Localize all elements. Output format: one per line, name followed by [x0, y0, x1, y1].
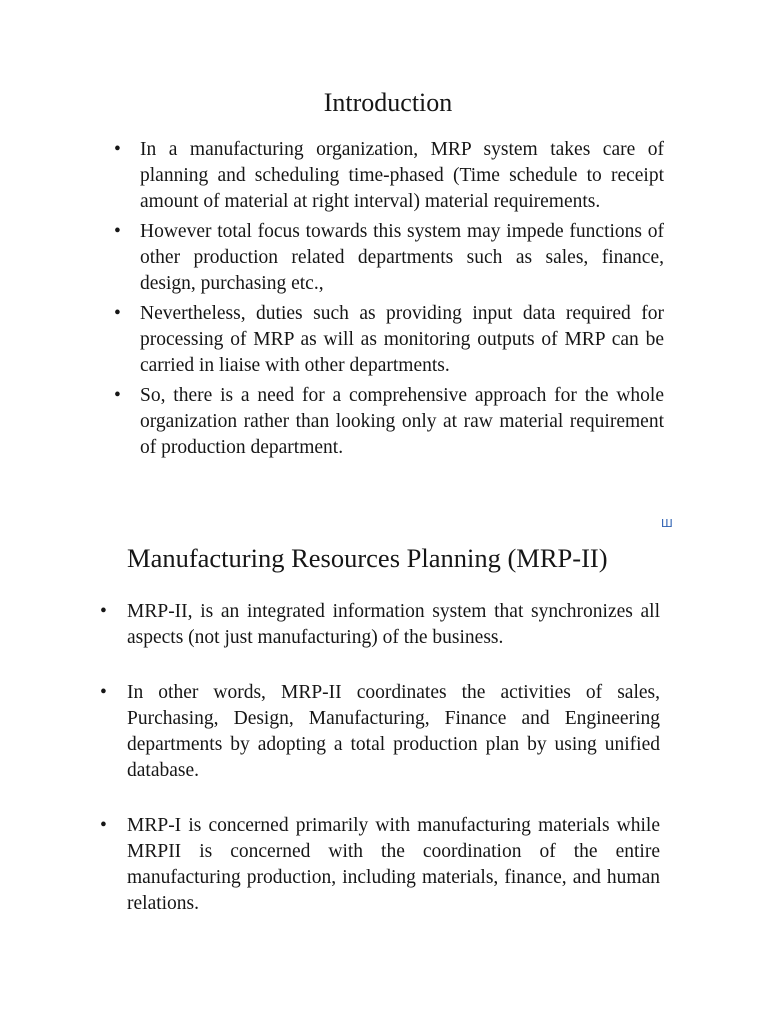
list-item-text: Nevertheless, duties such as providing input data required for processing of MRP as will as monitoring outputs of MRP can be carried in liaise with other departments.	[140, 303, 664, 376]
list-item-text: In a manufacturing organization, MRP system takes care of planning and scheduling time-phased (Time schedule to receipt amount of material at right interval) material requirements.	[140, 139, 664, 212]
list-item	[100, 813, 660, 917]
list-item	[100, 599, 660, 651]
bullet-icon: •	[100, 815, 107, 836]
list-item-text: MRP-I is concerned primarily with manufacturing materials while MRPII is concerned with the coordination of the entire manufacturing production, including materials, finance, and human relations.	[127, 815, 660, 914]
bullet-icon: •	[100, 682, 107, 703]
list-item-text: However total focus towards this system may impede functions of other production related departments such as sales, finance, design, purchasing etc.,	[140, 221, 664, 294]
bullet-icon: •	[114, 221, 121, 242]
bullet-icon: •	[100, 601, 107, 622]
list-item	[112, 383, 664, 461]
introduction-section	[112, 86, 664, 465]
introduction-bullet-list	[112, 137, 664, 461]
list-item-text: MRP-II, is an integrated information system that synchronizes all aspects (not just manufacturing) of the business.	[127, 601, 660, 648]
list-item-text: In other words, MRP-II coordinates the activities of sales, Purchasing, Design, Manufacturing, Finance and Engineering departments by adopting a total production plan by using unified database.	[127, 682, 660, 781]
list-item-text: So, there is a need for a comprehensive approach for the whole organization rather than looking only at raw material requirement of production department.	[140, 385, 664, 458]
bullet-icon: •	[114, 385, 121, 406]
mrp-ii-bullet-list	[100, 599, 660, 917]
bullet-icon: •	[114, 139, 121, 160]
list-item	[112, 219, 664, 297]
list-item	[112, 137, 664, 215]
mrp-ii-title: Manufacturing Resources Planning (MRP-II)	[127, 543, 608, 573]
list-item	[112, 301, 664, 379]
mrp-ii-section	[100, 540, 660, 946]
introduction-title: Introduction	[323, 88, 453, 117]
list-item	[100, 680, 660, 784]
bullet-icon: •	[114, 303, 121, 324]
page-marker: Ш	[661, 517, 673, 530]
